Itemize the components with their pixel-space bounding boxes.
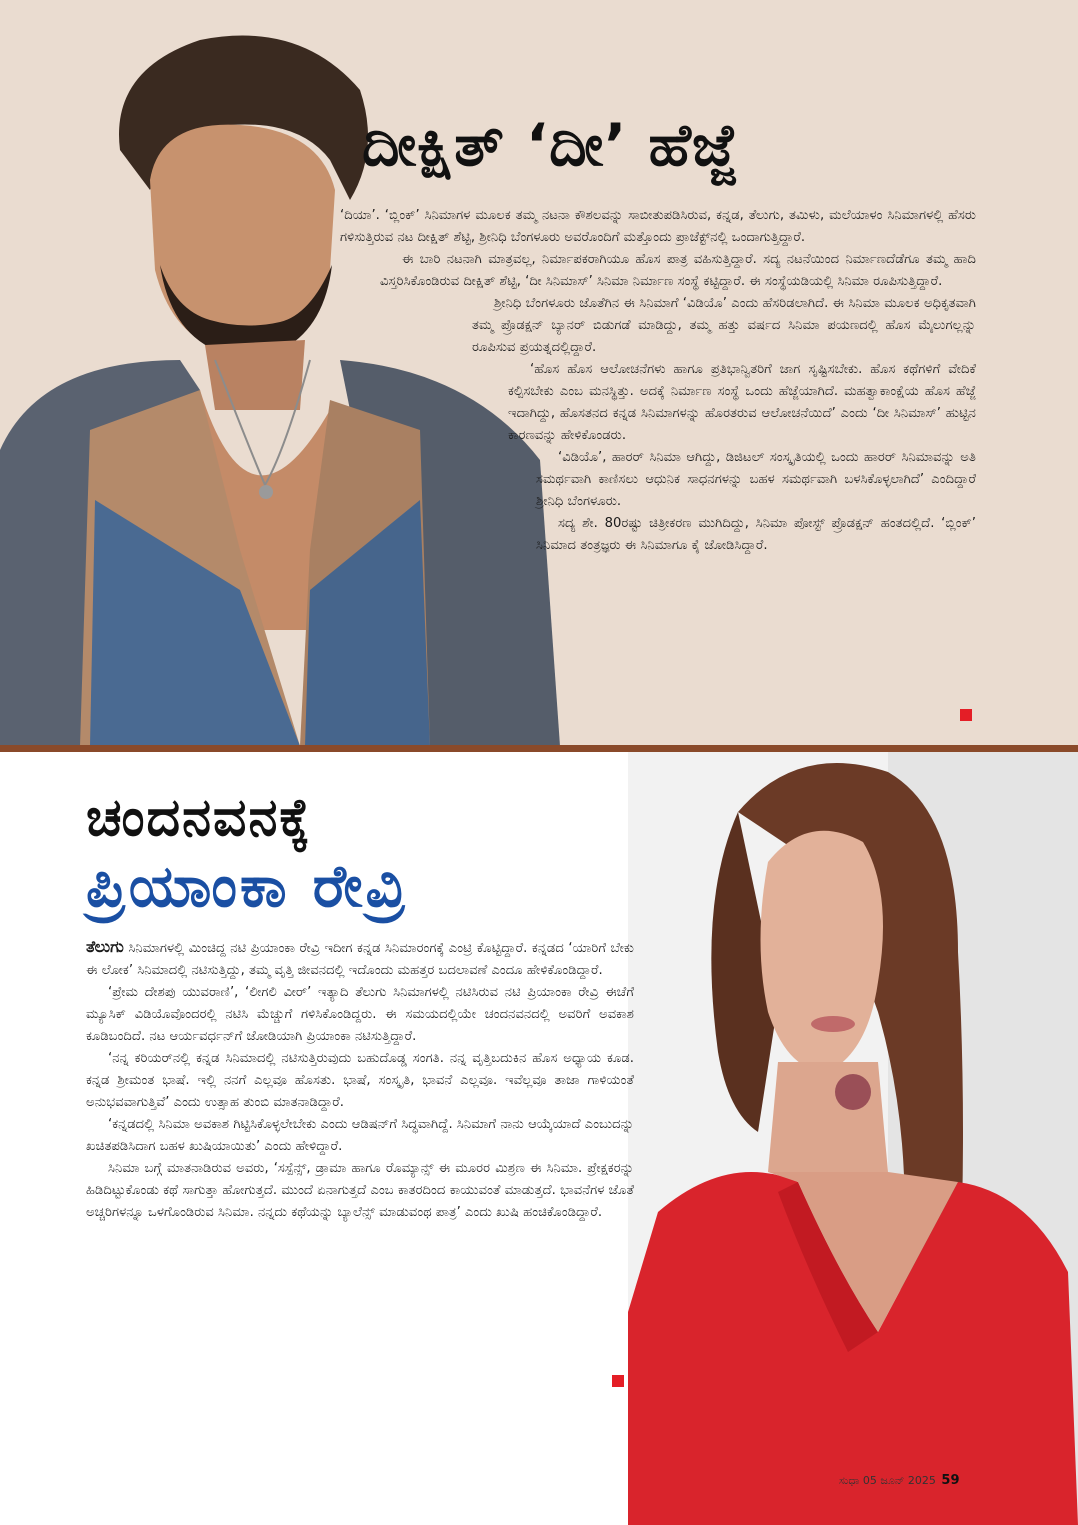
article1-paragraph: ಈ ಬಾರಿ ನಟನಾಗಿ ಮಾತ್ರವಲ್ಲ, ನಿರ್ಮಾಪಕರಾಗಿಯೂ ಹೊಸ ಪಾತ್ರ ವಹಿಸುತ್ತಿದ್ದಾರೆ. ಸದ್ಯ ನಟನೆಯಿಂದ ನಿರ್ಮಾಣದೆಡೆಗೂ ತಮ್ಮ ಹಾದಿ ವಿಸ್ತರಿಸಿಕೊಂಡಿರುವ ದೀಕ್ಷಿತ್ ಶೆಟ್ಟಿ, ‘ದೀ ಸಿನಿಮಾಸ್’ ಸಿನಿಮಾ ನಿರ್ಮಾಣ ಸಂಸ್ಥೆ ಕಟ್ಟಿದ್ದಾರೆ. ಈ ಸಂಸ್ಥೆಯಡಿಯಲ್ಲಿ ಸಿನಿಮಾ ರೂಪಿಸುತ್ತಿದ್ದಾರೆ.	[380, 252, 976, 289]
article1-body	[340, 205, 976, 557]
article2-title-line1: ಚಂದನವನಕ್ಕೆ	[86, 788, 312, 848]
article2-paragraph: ‘ನನ್ನ ಕರಿಯರ್‌ನಲ್ಲಿ ಕನ್ನಡ ಸಿನಿಮಾದಲ್ಲಿ ನಟಿಸುತ್ತಿರುವುದು ಬಹುದೊಡ್ಡ ಸಂಗತಿ. ನನ್ನ ವೃತ್ತಿಬದುಕಿನ ಹೊಸ ಅಧ್ಯಾಯ ಕೂಡ. ಕನ್ನಡ ಶ್ರೀಮಂತ ಭಾಷೆ. ಇಲ್ಲಿ ನನಗೆ ಎಲ್ಲವೂ ಹೊಸತು. ಭಾಷೆ, ಸಂಸ್ಕೃತಿ, ಭಾವನೆ ಎಲ್ಲವೂ. ಇವೆಲ್ಲವೂ ತಾಜಾ ಗಾಳಿಯಂತೆ ಅನುಭವವಾಗುತ್ತಿವೆ’ ಎಂದು ಉತ್ಸಾಹ ತುಂಬಿ ಮಾತನಾಡಿದ್ದಾರೆ.	[86, 1051, 634, 1110]
page-number: 59	[941, 1473, 960, 1488]
issue-label: ಸುಧಾ 05 ಜೂನ್ 2025	[839, 1474, 936, 1487]
article2-paragraph: ಸಿನಿಮಾ ಬಗ್ಗೆ ಮಾತನಾಡಿರುವ ಅವರು, ‘ಸಸ್ಪೆನ್ಸ್, ಡ್ರಾಮಾ ಹಾಗೂ ರೊಮ್ಯಾನ್ಸ್ ಈ ಮೂರರ ಮಿಶ್ರಣ ಈ ಸಿನಿಮಾ. ಪ್ರೇಕ್ಷಕರನ್ನು ಹಿಡಿದಿಟ್ಟುಕೊಂಡು ಕಥೆ ಸಾಗುತ್ತಾ ಹೋಗುತ್ತದೆ. ಮುಂದೆ ಏನಾಗುತ್ತದೆ ಎಂಬ ಕಾತರದಿಂದ ಕಾಯುವಂತೆ ಮಾಡುತ್ತದೆ. ಭಾವನೆಗಳ ಜೊತೆ ಅಚ್ಚರಿಗಳನ್ನೂ ಒಳಗೊಂಡಿರುವ ಸಿನಿಮಾ. ನನ್ನದು ಕಥೆಯನ್ನು ಬ್ಯಾಲೆನ್ಸ್ ಮಾಡುವಂಥ ಪಾತ್ರ’ ಎಂದು ಖುಷಿ ಹಂಚಿಕೊಂಡಿದ್ದಾರೆ.	[86, 1161, 634, 1220]
page-footer	[839, 1473, 960, 1488]
top-article-panel	[0, 0, 1078, 746]
article2-end-mark	[612, 1375, 624, 1387]
article1-title: ದೀಕ್ಷಿತ್ ‘ದೀ’ ಹೆಜ್ಜೆ	[362, 111, 739, 179]
article2-paragraph: ‘ಕನ್ನಡದಲ್ಲಿ ಸಿನಿಮಾ ಅವಕಾಶ ಗಿಟ್ಟಿಸಿಕೊಳ್ಳಲೇಬೇಕು ಎಂದು ಆಡಿಷನ್‌ಗೆ ಸಿದ್ಧವಾಗಿದ್ದೆ. ಸಿನಿಮಾಗೆ ನಾನು ಆಯ್ಕೆಯಾದೆ ಎಂಬುದನ್ನು ಖಚಿತಪಡಿಸಿದಾಗ ಬಹಳ ಖುಷಿಯಾಯಿತು’ ಎಂದು ಹೇಳಿದ್ದಾರೆ.	[86, 1117, 634, 1154]
actress-photo	[628, 752, 1078, 1525]
article2-paragraph	[86, 936, 634, 982]
article2-body	[86, 936, 634, 1224]
article2-first-paragraph-text: ಸಿನಿಮಾಗಳಲ್ಲಿ ಮಿಂಚಿದ್ದ ನಟಿ ಪ್ರಿಯಾಂಕಾ ರೇವ್ರಿ ಇದೀಗ ಕನ್ನಡ ಸಿನಿಮಾರಂಗಕ್ಕೆ ಎಂಟ್ರಿ ಕೊಟ್ಟಿದ್ದಾರೆ. ಕನ್ನಡದ ‘ಯಾರಿಗೆ ಬೇಕು ಈ ಲೋಕ’ ಸಿನಿಮಾದಲ್ಲಿ ನಟಿಸುತ್ತಿದ್ದು, ತಮ್ಮ ವೃತ್ತಿ ಜೀವನದಲ್ಲಿ ಇದೊಂದು ಮಹತ್ತರ ಬದಲಾವಣೆ ಎಂದೂ ಹೇಳಿಕೊಂಡಿದ್ದಾರೆ.	[86, 941, 634, 978]
article1-paragraph: ‘ದಿಯಾ’. ‘ಬ್ಲಿಂಕ್’ ಸಿನಿಮಾಗಳ ಮೂಲಕ ತಮ್ಮ ನಟನಾ ಕೌಶಲವನ್ನು ಸಾಬೀತುಪಡಿಸಿರುವ, ಕನ್ನಡ, ತೆಲುಗು, ತಮಿಳು, ಮಲೆಯಾಳಂ ಸಿನಿಮಾಗಳಲ್ಲಿ ಹೆಸರು ಗಳಿಸುತ್ತಿರುವ ನಟ ದೀಕ್ಷಿತ್ ಶೆಟ್ಟಿ, ಶ್ರೀನಿಧಿ ಬೆಂಗಳೂರು ಅವರೊಂದಿಗೆ ಮತ್ತೊಂದು ಪ್ರಾಜೆಕ್ಟ್‌ನಲ್ಲಿ ಒಂದಾಗುತ್ತಿದ್ದಾರೆ.	[340, 208, 976, 245]
article1-paragraph: ‘ವಿಡಿಯೊ’, ಹಾರರ್ ಸಿನಿಮಾ ಆಗಿದ್ದು, ಡಿಜಿಟಲ್ ಸಂಸ್ಕೃತಿಯಲ್ಲಿ ಒಂದು ಹಾರರ್ ಸಿನಿಮಾವನ್ನು ಅತಿ ಸಮರ್ಥವಾಗಿ ಕಾಣಿಸಲು ಆಧುನಿಕ ಸಾಧನಗಳನ್ನು ಬಹಳ ಸಮರ್ಥವಾಗಿ ಬಳಸಿಕೊಳ್ಳಲಾಗಿದೆ’ ಎಂದಿದ್ದಾರೆ ಶ್ರೀನಿಧಿ ಬೆಂಗಳೂರು.	[536, 450, 976, 509]
article2-lead-word: ತೆಲುಗು	[86, 937, 124, 956]
section-divider	[0, 745, 1078, 752]
article2-paragraph: ‘ಪ್ರೇಮ ದೇಶಪು ಯುವರಾಣಿ’, ‘ಲೀಗಲಿ ವೀರ್’ ಇತ್ಯಾದಿ ತೆಲುಗು ಸಿನಿಮಾಗಳಲ್ಲಿ ನಟಿಸಿರುವ ನಟಿ ಪ್ರಿಯಾಂಕಾ ರೇವ್ರಿ ಈಚೆಗೆ ಮ್ಯೂಸಿಕ್ ವಿಡಿಯೊವೊಂದರಲ್ಲಿ ನಟಿಸಿ ಮೆಚ್ಚುಗೆ ಗಳಿಸಿಕೊಂಡಿದ್ದರು. ಈ ಸಮಯದಲ್ಲಿಯೇ ಚಂದನವನದಲ್ಲಿ ಅವರಿಗೆ ಅವಕಾಶ ಕೂಡಿಬಂದಿದೆ. ನಟ ಆರ್ಯವರ್ಧನ್‌ಗೆ ಜೋಡಿಯಾಗಿ ಪ್ರಿಯಾಂಕಾ ನಟಿಸುತ್ತಿದ್ದಾರೆ.	[86, 985, 634, 1044]
article1-end-mark	[960, 709, 972, 721]
bottom-article-panel	[0, 752, 1078, 1525]
article1-paragraph: ಶ್ರೀನಿಧಿ ಬೆಂಗಳೂರು ಜೊತೆಗಿನ ಈ ಸಿನಿಮಾಗೆ ‘ವಿಡಿಯೊ’ ಎಂದು ಹೆಸರಿಡಲಾಗಿದೆ. ಈ ಸಿನಿಮಾ ಮೂಲಕ ಅಧಿಕೃತವಾಗಿ ತಮ್ಮ ಪ್ರೊಡಕ್ಷನ್ ಬ್ಯಾನರ್ ಬಿಡುಗಡೆ ಮಾಡಿದ್ದು, ತಮ್ಮ ಹತ್ತು ವರ್ಷದ ಸಿನಿಮಾ ಪಯಣದಲ್ಲಿ ಹೊಸ ಮೈಲುಗಲ್ಲನ್ನು ರೂಪಿಸುವ ಪ್ರಯತ್ನದಲ್ಲಿದ್ದಾರೆ.	[472, 296, 976, 355]
article2-title-line2: ಪ್ರಿಯಾಂಕಾ ರೇವ್ರಿ	[86, 852, 409, 920]
article1-paragraph: ‘ಹೊಸ ಹೊಸ ಆಲೋಚನೆಗಳು ಹಾಗೂ ಪ್ರತಿಭಾನ್ವಿತರಿಗೆ ಜಾಗ ಸೃಷ್ಟಿಸಬೇಕು. ಹೊಸ ಕಥೆಗಳಿಗೆ ವೇದಿಕೆ ಕಲ್ಪಿಸಬೇಕು ಎಂಬ ಮನಸ್ಥಿತ್ತು. ಅದಕ್ಕೆ ನಿರ್ಮಾಣ ಸಂಸ್ಥೆ ಒಂದು ಹೆಜ್ಜೆಯಾಗಿದೆ. ಮಹತ್ವಾಕಾಂಕ್ಷೆಯ ಹೊಸ ಹೆಜ್ಜೆ ಇದಾಗಿದ್ದು, ಹೊಸತನದ ಕನ್ನಡ ಸಿನಿಮಾಗಳನ್ನು ಹೊರತರುವ ಆಲೋಚನೆಯಿದೆ’ ಎಂದು ‘ದೀ ಸಿನಿಮಾಸ್’ ಹುಟ್ಟಿನ ಕಾರಣವನ್ನು ಹೇಳಿಕೊಂಡರು.	[508, 362, 976, 443]
article1-paragraph: ಸದ್ಯ ಶೇ. 80ರಷ್ಟು ಚಿತ್ರೀಕರಣ ಮುಗಿದಿದ್ದು, ಸಿನಿಮಾ ಪೋಸ್ಟ್ ಪ್ರೊಡಕ್ಷನ್ ಹಂತದಲ್ಲಿದೆ. ‘ಬ್ಲಿಂಕ್’ ಸಿನಿಮಾದ ತಂತ್ರಜ್ಞರು ಈ ಸಿನಿಮಾಗೂ ಕೈ ಜೋಡಿಸಿದ್ದಾರೆ.	[536, 516, 976, 553]
